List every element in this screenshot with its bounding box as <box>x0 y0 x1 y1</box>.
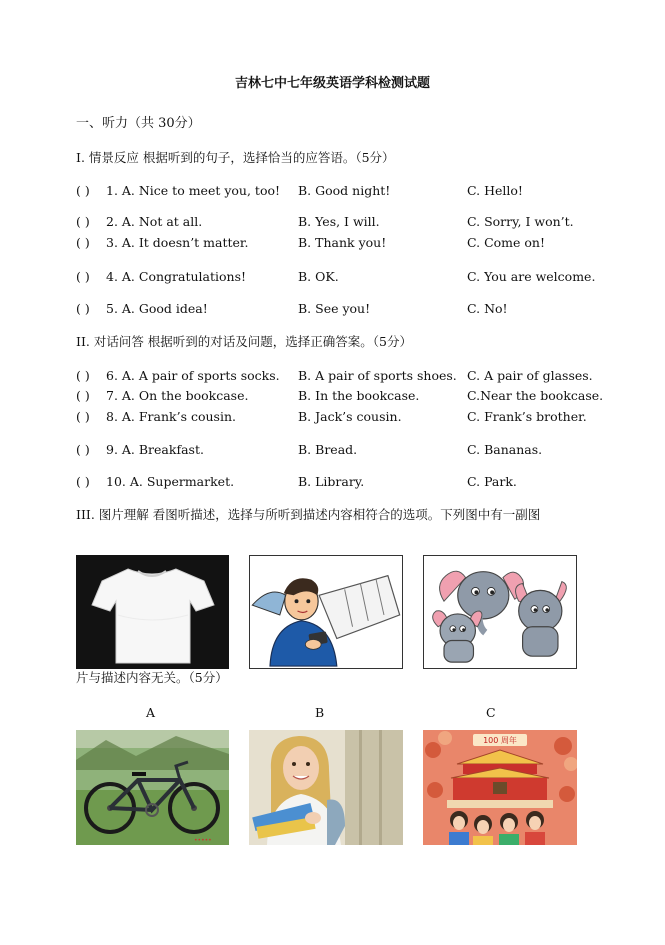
option-b: B. OK. <box>298 269 339 284</box>
part3-heading: III. 图片理解 看图听描述，选择与所听到描述内容相符合的选项。下列图中有一副图 <box>76 507 541 522</box>
option-c: C. Sorry, I won’t. <box>467 214 574 229</box>
image-label-c: C <box>486 705 496 720</box>
option-c: C. Frank’s brother. <box>467 409 587 424</box>
option-a: 10. A. Supermarket. <box>106 474 235 489</box>
option-b: B. Jack’s cousin. <box>298 409 402 424</box>
elephants-image <box>423 555 577 669</box>
image-label-b: B <box>315 705 325 720</box>
section-heading: 一、听力（共 30分） <box>76 116 201 131</box>
option-a: 9. A. Breakfast. <box>106 442 204 457</box>
option-a: 4. A. Congratulations! <box>106 269 247 284</box>
part2-heading: II. 对话问答 根据听到的对话及问题，选择正确答案。（5分） <box>76 334 412 349</box>
svg-text:•••••: ••••• <box>194 837 212 844</box>
answer-paren: ( ) <box>76 474 90 489</box>
option-b: B. Good night! <box>298 183 391 198</box>
girl-books-image <box>249 730 403 845</box>
option-c: C. Park. <box>467 474 517 489</box>
answer-paren: ( ) <box>76 214 90 229</box>
answer-paren: ( ) <box>76 388 90 403</box>
option-c: C. You are welcome. <box>467 269 596 284</box>
option-b: B. Thank you! <box>298 235 387 250</box>
bicycle-image <box>76 730 229 845</box>
option-a: 7. A. On the bookcase. <box>106 388 249 403</box>
option-b: B. See you! <box>298 301 371 316</box>
poster-text: 100 周年 <box>483 736 517 745</box>
option-b: B. A pair of sports shoes. <box>298 368 457 383</box>
option-a: 5. A. Good idea! <box>106 301 208 316</box>
answer-paren: ( ) <box>76 183 90 198</box>
option-c: C. Bananas. <box>467 442 543 457</box>
option-a: 1. A. Nice to meet you, too! <box>106 183 281 198</box>
answer-paren: ( ) <box>76 235 90 250</box>
option-c: C. Hello! <box>467 183 523 198</box>
answer-paren: ( ) <box>76 368 90 383</box>
image-label-a: A <box>146 705 156 720</box>
option-c: C.Near the bookcase. <box>467 388 604 403</box>
option-b: B. Library. <box>298 474 365 489</box>
option-c: C. A pair of glasses. <box>467 368 593 383</box>
option-b: B. Yes, I will. <box>298 214 380 229</box>
answer-paren: ( ) <box>76 269 90 284</box>
page-title: 吉林七中七年级英语学科检测试题 <box>234 76 430 91</box>
option-b: B. Bread. <box>298 442 358 457</box>
option-a: 2. A. Not at all. <box>106 214 203 229</box>
answer-paren: ( ) <box>76 409 90 424</box>
option-c: C. No! <box>467 301 508 316</box>
part1-heading: I. 情景反应 根据听到的句子，选择恰当的应答语。（5分） <box>76 150 395 165</box>
tshirt-image <box>76 555 229 669</box>
boy-phone-image <box>249 555 403 669</box>
answer-paren: ( ) <box>76 442 90 457</box>
answer-paren: ( ) <box>76 301 90 316</box>
option-a: 6. A. A pair of sports socks. <box>106 368 280 383</box>
anniversary-poster-image <box>423 730 577 845</box>
option-a: 8. A. Frank’s cousin. <box>106 409 236 424</box>
part3-heading-cont: 片与描述内容无关。（5分） <box>76 670 228 685</box>
option-c: C. Come on! <box>467 235 545 250</box>
option-b: B. In the bookcase. <box>298 388 420 403</box>
option-a: 3. A. It doesn’t matter. <box>106 235 249 250</box>
